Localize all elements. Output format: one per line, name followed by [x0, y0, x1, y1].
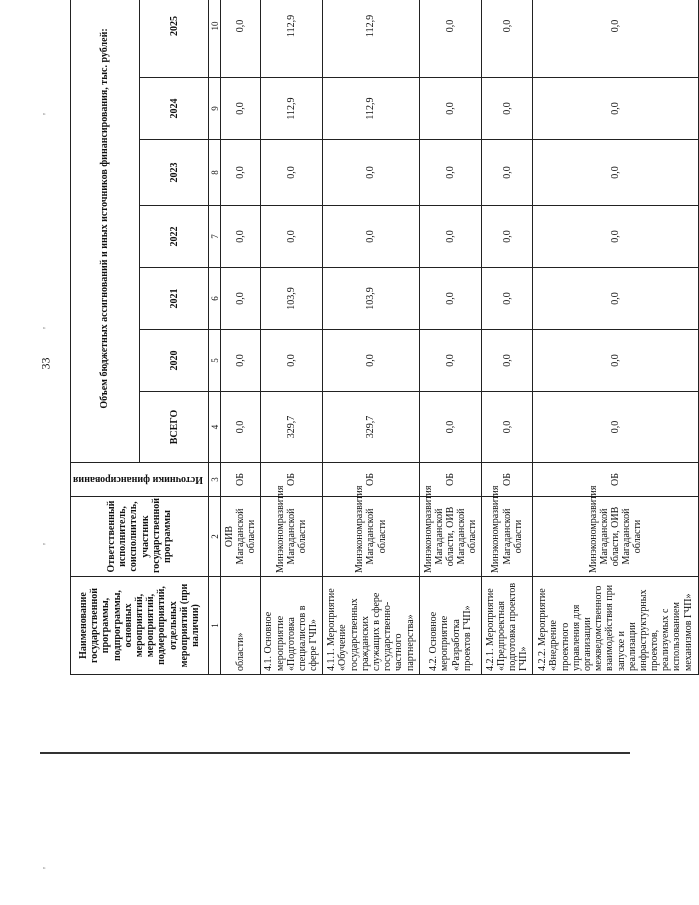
header-executor: Ответственный исполнитель, соисполнитель, участник государственной программы: [71, 497, 209, 577]
row-source: ОБ: [482, 463, 533, 497]
row-value: 0,0: [419, 78, 481, 140]
header-year: ВСЕГО: [140, 392, 209, 463]
row-value: 0,0: [221, 268, 260, 330]
row-executor: Минэкономразвития Магаданской области: [482, 497, 533, 577]
header-row: [71, 0, 140, 675]
budget-table: [70, 0, 699, 675]
row-value: 0,0: [221, 78, 260, 140]
row-value: 112,9: [323, 0, 420, 78]
row-value: 0,0: [260, 140, 322, 206]
row-value: 0,0: [221, 140, 260, 206]
index-row: [209, 0, 221, 675]
table-row: [533, 0, 699, 675]
scan-mark: ': [40, 327, 53, 329]
row-value: 0,0: [482, 0, 533, 78]
table-row: [221, 0, 260, 675]
index-cell: 1: [209, 577, 221, 675]
row-name: 4.2.1. Мероприятие «Предпроектная подготовка проектов ГЧП»: [482, 577, 533, 675]
row-source: ОБ: [323, 463, 420, 497]
row-value: 0,0: [482, 78, 533, 140]
row-value: 329,7: [260, 392, 322, 463]
header-source: [71, 463, 209, 497]
index-cell: 6: [209, 268, 221, 330]
header-year: 2022: [140, 206, 209, 268]
header-year: 2025: [140, 0, 209, 78]
row-value: 0,0: [482, 206, 533, 268]
row-value: 0,0: [221, 392, 260, 463]
row-executor: Минэкономразвития Магаданской области, ОИВ Магаданской области: [419, 497, 481, 577]
row-source: ОБ: [221, 463, 260, 497]
row-value: 103,9: [323, 268, 420, 330]
row-value: 0,0: [482, 392, 533, 463]
row-executor: ОИВ Магаданской области: [221, 497, 260, 577]
row-name: области»: [221, 577, 260, 675]
table-row: [260, 0, 322, 675]
row-value: 0,0: [482, 268, 533, 330]
index-cell: 2: [209, 497, 221, 577]
row-value: 0,0: [419, 392, 481, 463]
row-executor: Минэкономразвития Магаданской области: [260, 497, 322, 577]
row-executor: Минэкономразвития Магаданской области: [323, 497, 420, 577]
row-value: 0,0: [482, 140, 533, 206]
row-value: 0,0: [323, 140, 420, 206]
header-year: 2023: [140, 140, 209, 206]
row-value: 0,0: [221, 206, 260, 268]
row-name: 4.2. Основное мероприятие «Разработка проектов ГЧП»: [419, 577, 481, 675]
row-value: 0,0: [323, 206, 420, 268]
index-cell: 9: [209, 78, 221, 140]
scan-mark: ': [40, 543, 53, 545]
row-value: 0,0: [323, 330, 420, 392]
row-value: 0,0: [533, 206, 699, 268]
row-value: 112,9: [323, 78, 420, 140]
row-source: ОБ: [260, 463, 322, 497]
index-cell: 8: [209, 140, 221, 206]
row-value: 0,0: [533, 392, 699, 463]
index-cell: 4: [209, 392, 221, 463]
row-value: 0,0: [533, 78, 699, 140]
row-value: 112,9: [260, 78, 322, 140]
index-cell: 3: [209, 463, 221, 497]
budget-table-container: [70, 14, 694, 675]
row-value: 0,0: [482, 330, 533, 392]
row-value: 0,0: [260, 206, 322, 268]
row-value: 329,7: [323, 392, 420, 463]
header-year: 2024: [140, 78, 209, 140]
row-source: ОБ: [533, 463, 699, 497]
index-cell: 10: [209, 0, 221, 78]
row-value: 0,0: [419, 0, 481, 78]
row-value: 0,0: [533, 268, 699, 330]
row-executor: Минэкономразвития Магаданской области, ОИВ Магаданской области: [533, 497, 699, 577]
row-value: 0,0: [533, 0, 699, 78]
row-value: 0,0: [221, 330, 260, 392]
row-value: 0,0: [533, 140, 699, 206]
scan-mark: ': [40, 867, 53, 869]
header-funding-group: Объем бюджетных ассигнований и иных источников финансирования, тыс. рублей:: [71, 0, 140, 463]
row-name: 4.2.2. Мероприятие «Внедрение проектного управления для организации межведомственного взаимодействия при запуске и реализации инфраструктурных проектов, реализуемых с использованием механизмов ГЧП»: [533, 577, 699, 675]
row-value: 0,0: [419, 140, 481, 206]
row-value: 112,9: [260, 0, 322, 78]
header-year: 2020: [140, 330, 209, 392]
header-name: Наименование государственной программы, подпрограммы, основных мероприятий, мероприятий, подмероприятий, отдельных мероприятий (при наличии): [71, 577, 209, 675]
row-value: 103,9: [260, 268, 322, 330]
scan-mark: ': [40, 113, 53, 115]
table-row: [482, 0, 533, 675]
row-value: 0,0: [419, 206, 481, 268]
table-row: [419, 0, 481, 675]
row-value: 0,0: [419, 330, 481, 392]
row-name: 4.1. Основное мероприятие «Подготовка специалистов в сфере ГЧП»: [260, 577, 322, 675]
row-value: 0,0: [221, 0, 260, 78]
table-row: [323, 0, 420, 675]
row-name: 4.1.1. Мероприятие «Обучение государственных гражданских служащих в сфере государственно-частного партнерства»: [323, 577, 420, 675]
header-source-label: Источники финансирования: [73, 474, 203, 486]
index-cell: 5: [209, 330, 221, 392]
bottom-rule: [40, 752, 630, 754]
row-source: ОБ: [419, 463, 481, 497]
index-cell: 7: [209, 206, 221, 268]
page-number: 33: [38, 357, 53, 370]
row-value: 0,0: [419, 268, 481, 330]
header-year: 2021: [140, 268, 209, 330]
row-value: 0,0: [260, 330, 322, 392]
row-value: 0,0: [533, 330, 699, 392]
